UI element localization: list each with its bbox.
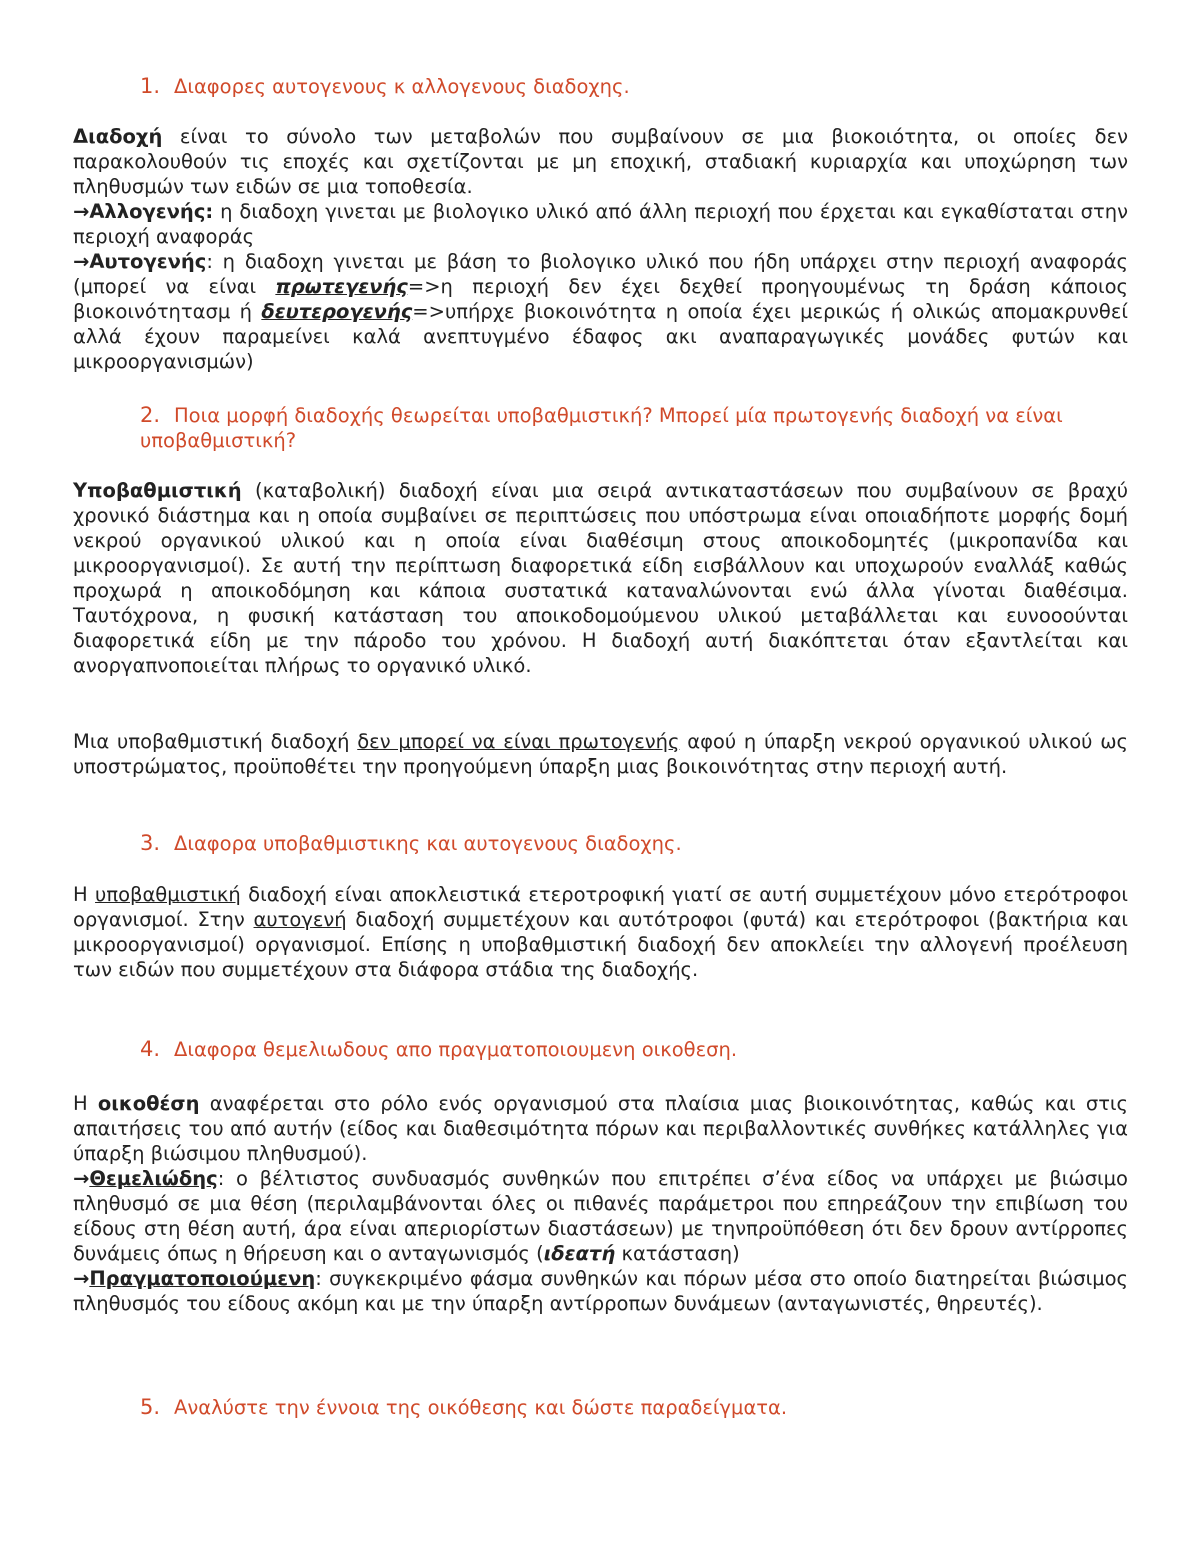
- paragraph: [73, 729, 1128, 779]
- question-3-heading: [140, 831, 1130, 856]
- question-4-heading: [140, 1037, 1130, 1062]
- autogenic-definition: [73, 249, 1128, 374]
- question-number: 5.: [140, 1395, 161, 1419]
- question-text: Αναλύστε την έννοια της οικόθεσης και δώστε παραδείγματα.: [174, 1396, 788, 1419]
- question-number: 4.: [140, 1037, 161, 1061]
- paragraph-text: διαδοχή συμμετέχουν και αυτότροφοι (φυτά) και ετερότροφοι (βακτήρια και μικροοργανισμοί) οργανισμοί. Επίσης η υποβαθμιστική διαδοχή δεν αποκλείει την αλλογενή προέλευση των ειδών που συμμετέχουν στα διάφορα στάδια της διαδοχής.: [73, 908, 1128, 981]
- paragraph-text: : η διαδοχη γινεται με βάση το βιολογικο υλικό που ήδη υπάρχει στην περιοχή αναφοράς (μπορεί να είναι: [73, 250, 1128, 298]
- paragraph: [73, 882, 1128, 982]
- paragraph-text: Μια υποβαθμιστική διαδοχή: [73, 730, 358, 753]
- paragraph-text: : ο βέλτιστος συνδυασμός συνθηκών που επιτρέπει σ’ένα είδος να υπάρχει με βιώσιμο πληθυσμό σε μια θέση (περιλαμβάνονται όλες οι πιθανές παράμετροι που επηρεάζουν την επιβίωση του είδους στη θέση αυτή, άρα είναι απεριορίστων διαστάσεων) με τηνπροϋπόθεση ότι δεν δρουν αντίρροπες δυνάμεις όπως η θήρευση και ο ανταγωνισμός (: [73, 1167, 1128, 1265]
- niche-definition: [73, 1091, 1128, 1166]
- arrow-icon: →: [73, 250, 90, 273]
- answer-1: [73, 124, 1128, 374]
- paragraph-text: =>η περιοχή δεν έχει δεχθεί προηγουμένως τη δράση κάποιος βιοκοινότητασμ ή: [73, 275, 1128, 323]
- paragraph-text: διαδοχή είναι αποκλειστικά ετεροτροφική γιατί σε αυτή συμμετέχουν μόνο ετερότροφοι οργανισμοί. Στην: [73, 883, 1128, 931]
- paragraph-text: : συγκεκριμένο φάσμα συνθηκών και πόρων μέσα στο οποίο διατηρείται βιώσιμος πληθυσμός του είδους ακόμη και με την ύπαρξη αντίρροπων δυνάμεων (ανταγωνιστές, θηρευτές).: [73, 1267, 1128, 1315]
- question-text: Διαφορες αυτογενους κ αλλογενους διαδοχης.: [174, 75, 630, 98]
- paragraph-text: η διαδοχη γινεται με βιολογικο υλικό από άλλη περιοχή που έρχεται και εγκαθίσταται στην περιοχή αναφοράς: [73, 200, 1128, 248]
- allogenic-definition: [73, 199, 1128, 249]
- question-text: Διαφορα θεμελιωδους απο πραγματοποιουμενη οικοθεση.: [174, 1038, 738, 1061]
- question-number: 2.: [140, 403, 161, 427]
- answer-3: [73, 882, 1128, 982]
- italic-term: ιδεατή: [543, 1242, 616, 1265]
- question-number: 1.: [140, 74, 161, 98]
- term-bold: Αλλογενής:: [89, 200, 214, 223]
- paragraph-text: (καταβολική) διαδοχή είναι μια σειρά αντικαταστάσεων που συμβαίνουν σε βραχύ χρονικό διάστημα και η οποία συμβαίνει σε περιπτώσεις που υπόστρωμα είναι οποιαδήποτε μορφής δομή νεκρού οργανικού υλικού και η οποία είναι διαθέσιμη στους αποικοδομητές (μικροπανίδα και μικροοργανισμοί). Σε αυτή την περίπτωση διαφορετικά είδη εισβάλλουν και υποχωρούν εναλλάξ καθώς προχωρά η αποικοδόμηση και κάποια συστατικά καταναλώνονται ενώ άλλα γίνοται διαθέσιμα. Ταυτόχρονα, η φυσική κατάσταση του αποικοδομούμενου υλικού μεταβάλλεται και ευνοοούνται διαφορετικά είδη με την πάροδο του χρόνου. Η διαδοχή αυτή διακόπτεται όταν εξαντλείται και ανοργαπνοποιείται πλήρως το οργανικό υλικό.: [73, 479, 1128, 677]
- answer-4: [73, 1091, 1128, 1316]
- term-bold: Υποβαθμιστική: [73, 479, 242, 502]
- paragraph-text: Η: [73, 883, 96, 906]
- paragraph-text: =>υπήρχε βιοκοινότητα η οποία έχει μερικώς ή ολικώς απομακρυνθεί αλλά έχουν παραμείνει καλά ανεπτυγμένο έδαφος ακι αναπαραγωγικές μονάδες φυτών και μικροοργανισμών): [73, 300, 1128, 373]
- term-secondary: δευτερογενής: [261, 300, 413, 323]
- underlined-text: δεν μπορεί να είναι πρωτογενής: [357, 730, 680, 753]
- term-bold: Πραγματοποιούμενη: [89, 1267, 316, 1290]
- underlined-text: υποβαθμιστική: [95, 883, 241, 906]
- term-bold: Αυτογενής: [89, 250, 207, 273]
- term-primary: πρωτεγενής: [275, 275, 408, 298]
- question-2-heading: [140, 403, 1130, 453]
- term-bold: οικοθέση: [97, 1092, 200, 1115]
- arrow-icon: →: [73, 1167, 90, 1190]
- degradative-definition: [73, 478, 1128, 678]
- question-1-heading: [140, 74, 1130, 99]
- paragraph-text: αφού η ύπαρξη νεκρού οργανικού υλικού ως υποστρώματος, προϋποθέτει την προηγούμενη ύπαρξη μιας βοικοινότητας στην περιοχή αυτή.: [73, 730, 1128, 778]
- term-bold: Θεμελιώδης: [89, 1167, 218, 1190]
- term-bold: Διαδοχή: [73, 125, 163, 148]
- question-5-heading: [140, 1395, 1130, 1420]
- answer-2: [73, 478, 1128, 678]
- paragraph-text: κατάσταση): [615, 1242, 740, 1265]
- paragraph-text: Η: [73, 1092, 98, 1115]
- underlined-text: αυτογενή: [253, 908, 347, 931]
- arrow-icon: →: [73, 1267, 90, 1290]
- question-text: Διαφορα υποβαθμιστικης και αυτογενους διαδοχης.: [174, 832, 682, 855]
- fundamental-niche-definition: [73, 1166, 1128, 1266]
- arrow-icon: →: [73, 200, 90, 223]
- question-number: 3.: [140, 831, 161, 855]
- paragraph-text: είναι το σύνολο των μεταβολών που συμβαίνουν σε μια βιοκοιότητα, οι οποίες δεν παρακολουθούν τις εποχές και σχετίζονται με μη εποχική, σταδιακή κυριαρχία και υποχώρηση των πληθυσμών των ειδών σε μια τοποθεσία.: [73, 125, 1128, 198]
- realized-niche-definition: [73, 1266, 1128, 1316]
- succession-definition: [73, 124, 1128, 199]
- paragraph-text: αναφέρεται στο ρόλο ενός οργανισμού στα πλαίσια μιας βιοικοινότητας, καθώς και στις απαιτήσεις του από αυτήν (είδος και διαθεσιμότητα πόρων και περιβαλλοντικές συνθήκες κατάλληλες για ύπαρξη βιώσιμου πληθυσμού).: [73, 1092, 1128, 1165]
- question-text: Ποια μορφή διαδοχής θεωρείται υποβαθμιστική? Μπορεί μία πρωτογενής διαδοχή να είναι υποβαθμιστική?: [140, 404, 1063, 452]
- answer-2-paragraph-2: [73, 729, 1128, 779]
